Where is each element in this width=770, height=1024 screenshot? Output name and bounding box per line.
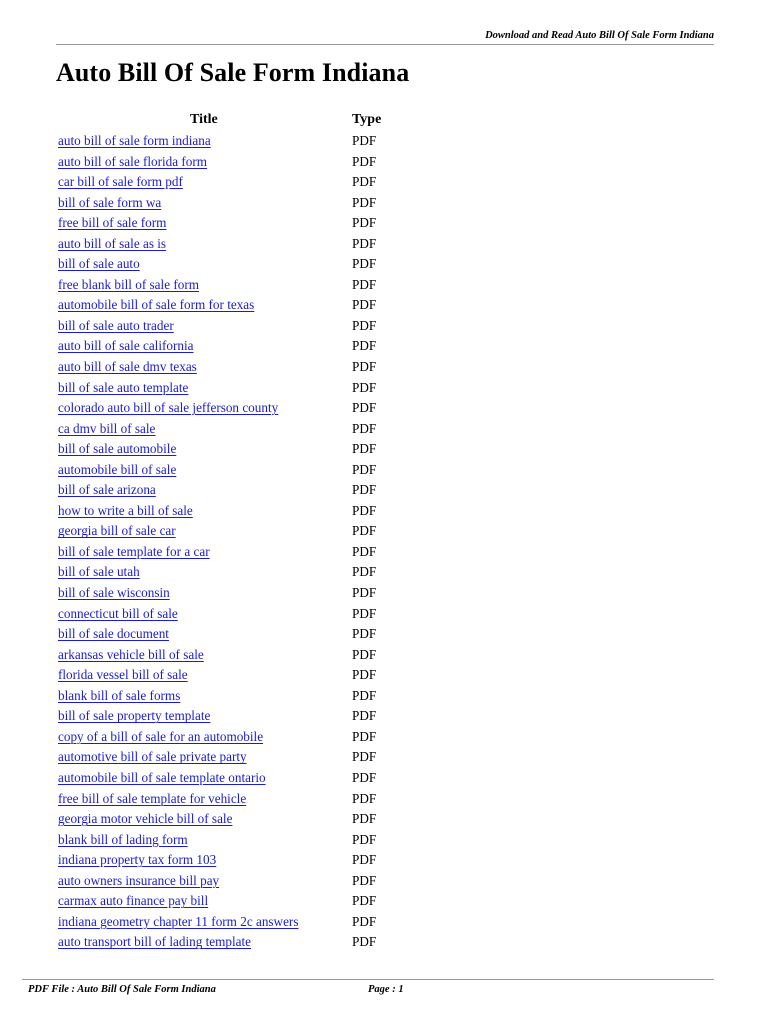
document-link[interactable]: bill of sale auto template xyxy=(58,379,189,395)
table-row xyxy=(58,562,418,583)
document-link[interactable]: indiana property tax form 103 xyxy=(58,852,217,868)
table-row xyxy=(58,378,418,399)
document-link[interactable]: bill of sale property template xyxy=(58,708,211,724)
document-link[interactable]: blank bill of lading form xyxy=(58,831,188,847)
document-link[interactable]: bill of sale wisconsin xyxy=(58,585,170,601)
document-link[interactable]: carmax auto finance pay bill xyxy=(58,893,209,909)
table-row xyxy=(58,830,418,851)
footer-divider xyxy=(22,979,714,980)
table-row xyxy=(58,172,418,193)
document-type: PDF xyxy=(352,256,377,272)
table-row xyxy=(58,213,418,234)
table-row xyxy=(58,460,418,481)
document-type: PDF xyxy=(352,893,377,909)
table-row xyxy=(58,131,418,152)
column-header-title: Title xyxy=(190,112,218,127)
document-link[interactable]: bill of sale utah xyxy=(58,564,140,580)
document-type: PDF xyxy=(352,379,377,395)
table-row xyxy=(58,583,418,604)
table-row xyxy=(58,439,418,460)
table-row xyxy=(58,234,418,255)
table-row xyxy=(58,357,418,378)
document-link[interactable]: arkansas vehicle bill of sale xyxy=(58,646,204,662)
document-type: PDF xyxy=(352,317,377,333)
table-row xyxy=(58,419,418,440)
document-type: PDF xyxy=(352,934,377,950)
document-type: PDF xyxy=(352,687,377,703)
table-row xyxy=(58,336,418,357)
table-header xyxy=(58,110,418,131)
table-row xyxy=(58,152,418,173)
table-row xyxy=(58,398,418,419)
document-link[interactable]: auto bill of sale as is xyxy=(58,235,167,251)
document-link[interactable]: bill of sale form wa xyxy=(58,194,162,210)
document-link[interactable]: free bill of sale form xyxy=(58,215,167,231)
document-link[interactable]: bill of sale auto trader xyxy=(58,317,174,333)
table-body xyxy=(58,131,418,953)
document-link[interactable]: automobile bill of sale template ontario xyxy=(58,769,266,785)
document-type: PDF xyxy=(352,502,377,518)
page-title: Auto Bill Of Sale Form Indiana xyxy=(56,58,410,87)
table-row xyxy=(58,768,418,789)
table-row xyxy=(58,521,418,542)
document-type: PDF xyxy=(352,482,377,498)
table-row xyxy=(58,193,418,214)
header-text: Download and Read Auto Bill Of Sale Form Indiana xyxy=(485,30,714,41)
document-link[interactable]: automobile bill of sale form for texas xyxy=(58,297,255,313)
table-row xyxy=(58,686,418,707)
document-type: PDF xyxy=(352,194,377,210)
document-type: PDF xyxy=(352,913,377,929)
document-link[interactable]: free bill of sale template for vehicle xyxy=(58,790,247,806)
document-link[interactable]: bill of sale document xyxy=(58,626,169,642)
document-type: PDF xyxy=(352,276,377,292)
table-row xyxy=(58,789,418,810)
footer-page-number: Page : 1 xyxy=(368,984,404,995)
document-link[interactable]: indiana geometry chapter 11 form 2c answers xyxy=(58,913,299,929)
document-link[interactable]: blank bill of sale forms xyxy=(58,687,181,703)
table-row xyxy=(58,706,418,727)
footer-file-label: PDF File : Auto Bill Of Sale Form Indiana xyxy=(28,984,216,995)
document-type: PDF xyxy=(352,646,377,662)
table-row xyxy=(58,295,418,316)
document-link[interactable]: florida vessel bill of sale xyxy=(58,667,188,683)
document-type: PDF xyxy=(352,769,377,785)
document-type: PDF xyxy=(352,153,377,169)
document-type: PDF xyxy=(352,749,377,765)
document-type: PDF xyxy=(352,523,377,539)
document-type: PDF xyxy=(352,564,377,580)
document-link[interactable]: connecticut bill of sale xyxy=(58,605,178,621)
document-type: PDF xyxy=(352,585,377,601)
document-type: PDF xyxy=(352,420,377,436)
table-row xyxy=(58,912,418,933)
document-type: PDF xyxy=(352,811,377,827)
table-row xyxy=(58,542,418,563)
document-link[interactable]: georgia bill of sale car xyxy=(58,523,176,539)
document-type: PDF xyxy=(352,667,377,683)
document-type: PDF xyxy=(352,461,377,477)
document-type: PDF xyxy=(352,626,377,642)
document-link[interactable]: ca dmv bill of sale xyxy=(58,420,156,436)
document-type: PDF xyxy=(352,215,377,231)
document-type: PDF xyxy=(352,400,377,416)
table-row xyxy=(58,501,418,522)
column-header-type: Type xyxy=(352,112,382,127)
document-link[interactable]: copy of a bill of sale for an automobile xyxy=(58,728,264,744)
table-row xyxy=(58,604,418,625)
table-row xyxy=(58,871,418,892)
document-type: PDF xyxy=(352,728,377,744)
document-type: PDF xyxy=(352,235,377,251)
document-link[interactable]: bill of sale automobile xyxy=(58,441,177,457)
document-link[interactable]: colorado auto bill of sale jefferson county xyxy=(58,400,279,416)
table-row xyxy=(58,275,418,296)
document-type: PDF xyxy=(352,338,377,354)
table-row xyxy=(58,316,418,337)
table-row xyxy=(58,645,418,666)
document-type: PDF xyxy=(352,359,377,375)
table-row xyxy=(58,747,418,768)
table-row xyxy=(58,891,418,912)
table-row xyxy=(58,809,418,830)
table-row xyxy=(58,624,418,645)
document-link[interactable]: auto transport bill of lading template xyxy=(58,934,252,950)
document-type: PDF xyxy=(352,133,377,148)
document-link[interactable]: bill of sale auto xyxy=(58,256,140,272)
table-row xyxy=(58,254,418,275)
document-type: PDF xyxy=(352,441,377,457)
document-link[interactable]: automobile bill of sale xyxy=(58,461,177,477)
document-type: PDF xyxy=(352,297,377,313)
document-type: PDF xyxy=(352,708,377,724)
document-type: PDF xyxy=(352,174,377,190)
document-link[interactable]: auto owners insurance bill pay xyxy=(58,872,220,888)
document-type: PDF xyxy=(352,543,377,559)
document-link[interactable]: auto bill of sale florida form xyxy=(58,153,208,169)
table-row xyxy=(58,665,418,686)
document-link[interactable]: bill of sale template for a car xyxy=(58,543,210,559)
table-row xyxy=(58,850,418,871)
document-type: PDF xyxy=(352,852,377,868)
document-link[interactable]: how to write a bill of sale xyxy=(58,502,193,518)
document-link[interactable]: auto bill of sale dmv texas xyxy=(58,359,197,375)
header-divider xyxy=(56,44,714,45)
document-type: PDF xyxy=(352,831,377,847)
document-link[interactable]: georgia motor vehicle bill of sale xyxy=(58,811,233,827)
documents-table xyxy=(58,110,418,953)
table-row xyxy=(58,727,418,748)
document-type: PDF xyxy=(352,790,377,806)
document-type: PDF xyxy=(352,872,377,888)
document-link[interactable]: auto bill of sale california xyxy=(58,338,194,354)
document-link[interactable]: free blank bill of sale form xyxy=(58,276,199,292)
document-link[interactable]: automotive bill of sale private party xyxy=(58,749,247,765)
table-row xyxy=(58,932,418,953)
document-link[interactable]: bill of sale arizona xyxy=(58,482,156,498)
document-link[interactable]: car bill of sale form pdf xyxy=(58,174,183,190)
table-row xyxy=(58,480,418,501)
document-type: PDF xyxy=(352,605,377,621)
document-link[interactable]: auto bill of sale form indiana xyxy=(58,133,211,148)
